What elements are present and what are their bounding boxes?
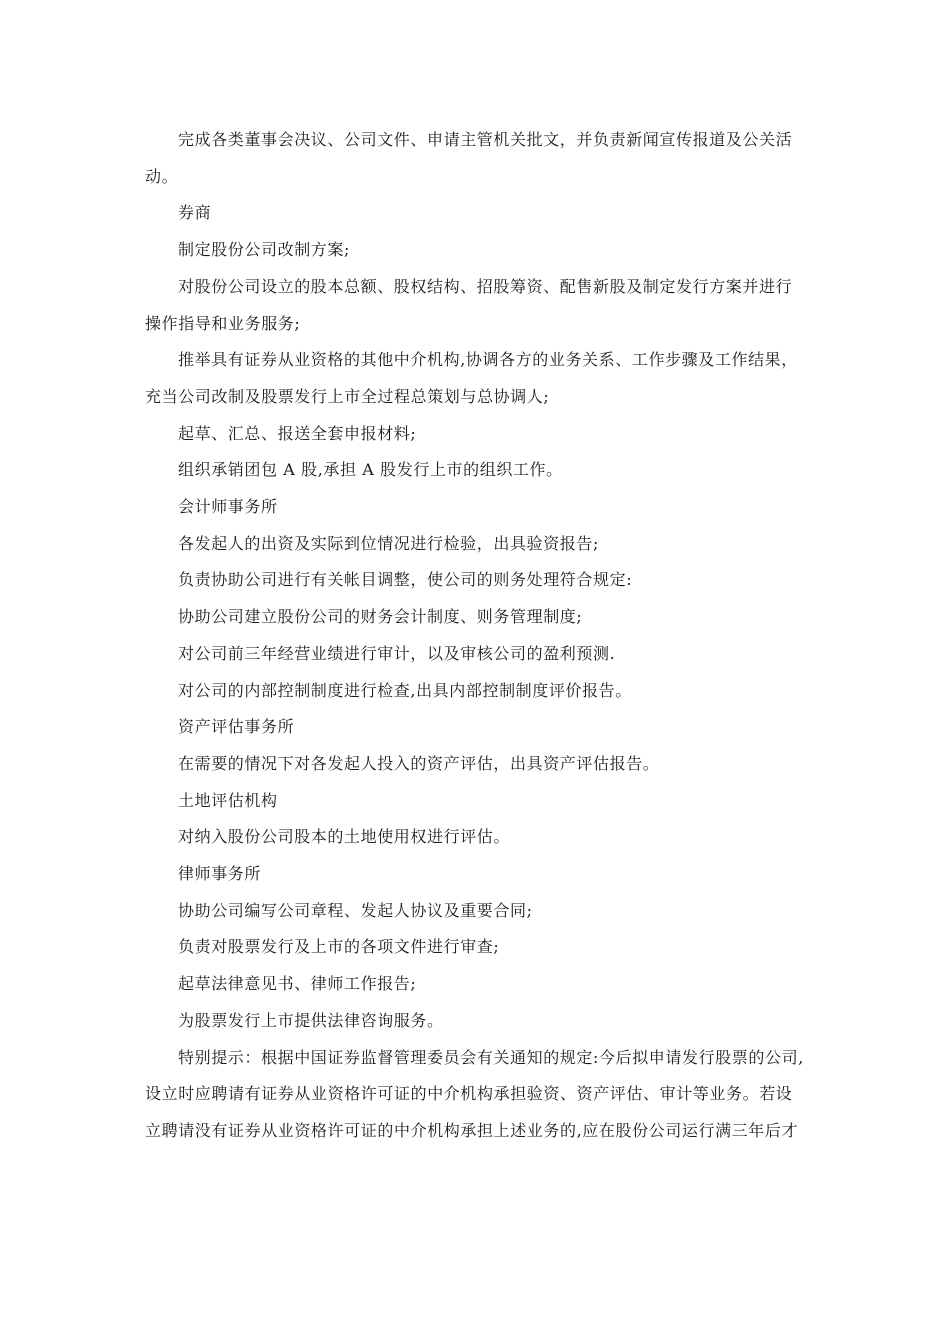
paragraph-line: 组织承销团包 A 股,承担 A 股发行上市的组织工作。 [178,460,563,480]
paragraph-line: 动。 [145,166,179,186]
paragraph-line: 对公司的内部控制制度进行检查,出具内部控制制度评价报告。 [178,680,632,700]
paragraph-line: 对纳入股份公司股本的土地使用权进行评估。 [178,827,511,847]
section-heading: 资产评估事务所 [178,717,295,737]
section-heading: 土地评估机构 [178,790,278,810]
paragraph-line: 立聘请没有证券从业资格许可证的中介机构承担上述业务的,应在股份公司运行满三年后才 [145,1120,799,1140]
paragraph-line: 负责协助公司进行有关帐目调整，使公司的则务处理符合规定: [178,570,633,590]
paragraph-line: 协助公司建立股份公司的财务会计制度、则务管理制度; [178,607,583,627]
paragraph-line: 为股票发行上市提供法律咨询服务。 [178,1010,444,1030]
paragraph-line: 起草、汇总、报送全套申报材料; [178,423,417,443]
paragraph-line: 起草法律意见书、律师工作报告; [178,974,417,994]
paragraph-line: 完成各类董事会决议、公司文件、申请主管机关批文，并负责新闻宣传报道及公关活 [178,130,793,149]
paragraph-line: 在需要的情况下对各发起人投入的资产评估，出具资产评估报告。 [178,753,660,773]
paragraph-line: 操作指导和业务服务; [145,313,301,333]
section-heading: 券商 [178,203,212,223]
paragraph-line: 各发起人的出资及实际到位情况进行检验，出具验资报告; [178,533,599,553]
section-heading: 律师事务所 [178,864,262,884]
paragraph-line: 对公司前三年经营业绩进行审计，以及审核公司的盈利预测. [178,643,616,663]
paragraph-line: 对股份公司设立的股本总额、股权结构、招股筹资、配售新股及制定发行方案并进行 [178,276,793,296]
paragraph-line: 设立时应聘请有证券从业资格许可证的中介机构承担验资、资产评估、审计等业务。若设 [145,1084,793,1104]
paragraph-line: 制定股份公司改制方案; [178,240,350,260]
paragraph-line: 协助公司编写公司章程、发起人协议及重要合同; [178,900,533,920]
section-heading: 会计师事务所 [178,497,278,517]
paragraph-line: 特别提示：根据中国证券监督管理委员会有关通知的规定:今后拟申请发行股票的公司, [178,1047,804,1067]
paragraph-line: 充当公司改制及股票发行上市全过程总策划与总协调人; [145,386,550,406]
paragraph-line: 推举具有证券从业资格的其他中介机构,协调各方的业务关系、工作步骤及工作结果， [178,350,798,370]
paragraph-line: 负责对股票发行及上市的各项文件进行审查; [178,937,500,957]
document-body [145,122,810,1150]
